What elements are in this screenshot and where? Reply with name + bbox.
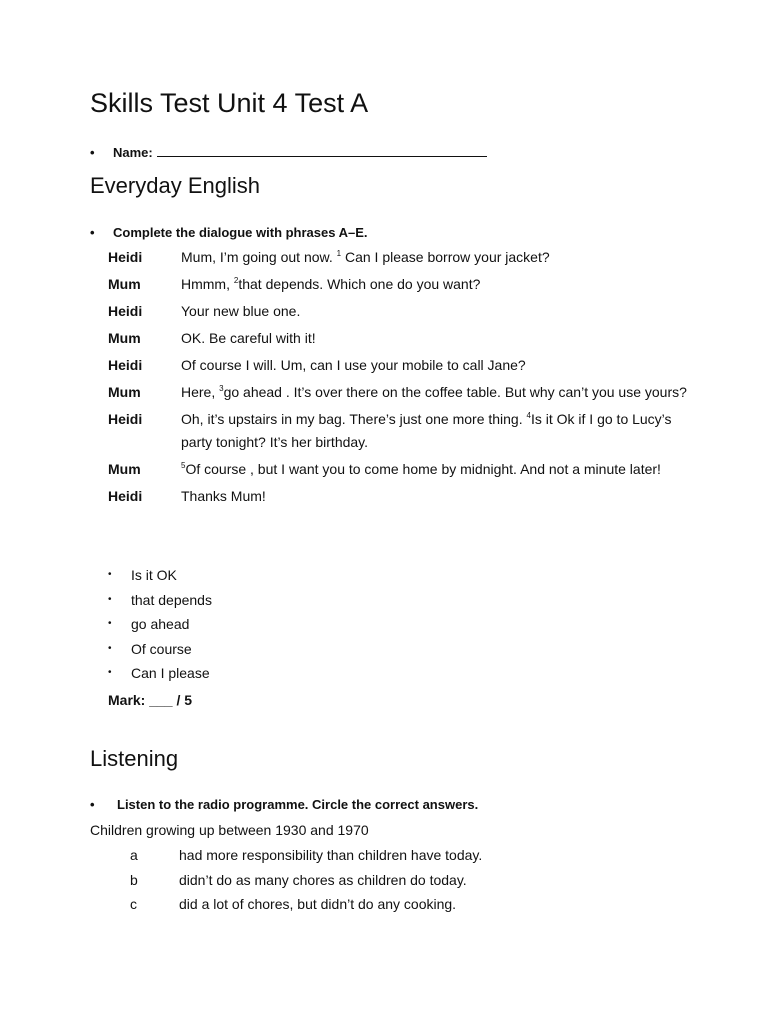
dialogue-line xyxy=(181,408,688,454)
bullet-marker: • xyxy=(108,642,112,654)
phrase-text: Can I please xyxy=(131,665,210,682)
phrase-text: Is it OK xyxy=(131,567,177,583)
dialogue-row xyxy=(108,273,688,296)
answer-option[interactable] xyxy=(130,843,482,868)
gap-number: 5 xyxy=(181,461,186,470)
speaker-name: Heidi xyxy=(108,488,143,504)
bullet-marker: • xyxy=(108,667,112,679)
line-text: Mum, I’m going out now. xyxy=(181,249,337,265)
dialogue-row xyxy=(108,408,688,454)
speaker-name: Heidi xyxy=(108,303,143,319)
speaker-name: Mum xyxy=(108,384,141,400)
option-letter: b xyxy=(130,871,138,888)
gap-number: 3 xyxy=(219,384,224,393)
option-text: had more responsibility than children have today. xyxy=(179,847,483,863)
answer-options xyxy=(130,843,482,917)
speaker-name: Heidi xyxy=(108,249,143,265)
page-title: Skills Test Unit 4 Test A xyxy=(90,88,369,118)
line-text: Can I please borrow your jacket? xyxy=(341,249,550,265)
dialogue-row xyxy=(108,485,688,508)
speaker-name: Heidi xyxy=(108,411,143,427)
phrase-item xyxy=(108,612,212,637)
speaker-name: Mum xyxy=(108,461,141,477)
dialogue-line xyxy=(181,300,688,323)
line-text: Of course , but I want you to come home by midnight. And not a minute later! xyxy=(185,461,661,477)
name-row xyxy=(90,142,487,162)
dialogue-line xyxy=(181,273,688,296)
line-text: that depends. Which one do you want? xyxy=(238,276,481,292)
instruction-row xyxy=(90,224,368,242)
dialogue-row xyxy=(108,300,688,323)
mark-line: Mark: ___ / 5 xyxy=(108,692,193,708)
dialogue-line xyxy=(181,485,688,508)
section-heading-listening: Listening xyxy=(90,746,179,771)
phrase-item xyxy=(108,661,212,686)
line-text: go ahead . It’s over there on the coffee table. But why can’t you use yours? xyxy=(223,384,687,400)
dialogue-line xyxy=(181,458,688,481)
instruction-text: Listen to the radio programme. Circle the correct answers. xyxy=(117,797,479,812)
bullet-marker: • xyxy=(90,225,95,240)
dialogue-line xyxy=(181,354,688,377)
dialogue-row xyxy=(108,327,688,350)
name-label: Name: xyxy=(113,145,153,160)
line-text: Hmmm, xyxy=(181,276,234,292)
dialogue-row xyxy=(108,458,688,481)
option-text: didn’t do as many chores as children do today. xyxy=(179,871,467,888)
line-text: Thanks Mum! xyxy=(181,488,266,504)
phrase-item xyxy=(108,563,212,588)
dialogue-line xyxy=(181,381,688,404)
gap-number: 1 xyxy=(336,249,342,258)
dialogue-row xyxy=(108,246,688,269)
dialogue-line xyxy=(181,327,688,350)
section-heading-everyday-english: Everyday English xyxy=(90,173,260,198)
bullet-marker: • xyxy=(90,797,95,812)
line-text: Is it Ok if I go to Lucy’s party tonight? It’s her birthday. xyxy=(181,411,672,450)
name-blank-field[interactable] xyxy=(157,142,487,157)
question-text: Children growing up between 1930 and 1970 xyxy=(90,822,369,838)
gap-number: 2 xyxy=(233,276,239,285)
bullet-marker: • xyxy=(90,145,95,160)
line-text: Oh, it’s upstairs in my bag. There’s just one more thing. xyxy=(181,411,527,427)
speaker-name: Mum xyxy=(108,330,141,346)
gap-number: 4 xyxy=(526,411,531,420)
speaker-name: Heidi xyxy=(108,357,143,373)
dialogue-row xyxy=(108,354,688,377)
phrase-text: that depends xyxy=(131,591,212,608)
phrase-item xyxy=(108,637,212,662)
bullet-marker: • xyxy=(108,569,112,580)
dialogue-row xyxy=(108,381,688,404)
dialogue-line xyxy=(181,246,688,269)
answer-option[interactable] xyxy=(130,892,482,917)
phrase-text: Of course xyxy=(131,640,192,657)
option-letter: c xyxy=(130,896,137,913)
option-text: did a lot of chores, but didn’t do any cooking. xyxy=(179,896,457,913)
bullet-marker: • xyxy=(108,593,112,605)
phrase-item xyxy=(108,588,212,613)
bullet-marker: • xyxy=(108,618,112,630)
line-text: Of course I will. Um, can I use your mobile to call Jane? xyxy=(181,357,526,373)
dialogue xyxy=(108,246,688,512)
line-text: OK. Be careful with it! xyxy=(181,330,316,346)
phrase-text: go ahead xyxy=(131,616,190,633)
instruction-text: Complete the dialogue with phrases A–E. xyxy=(113,225,368,240)
instruction-row xyxy=(90,796,478,814)
line-text: Here, xyxy=(181,384,220,400)
line-text: Your new blue one. xyxy=(181,303,301,319)
phrase-list xyxy=(108,563,212,686)
speaker-name: Mum xyxy=(108,276,141,292)
option-letter: a xyxy=(130,847,138,863)
answer-option[interactable] xyxy=(130,868,482,893)
